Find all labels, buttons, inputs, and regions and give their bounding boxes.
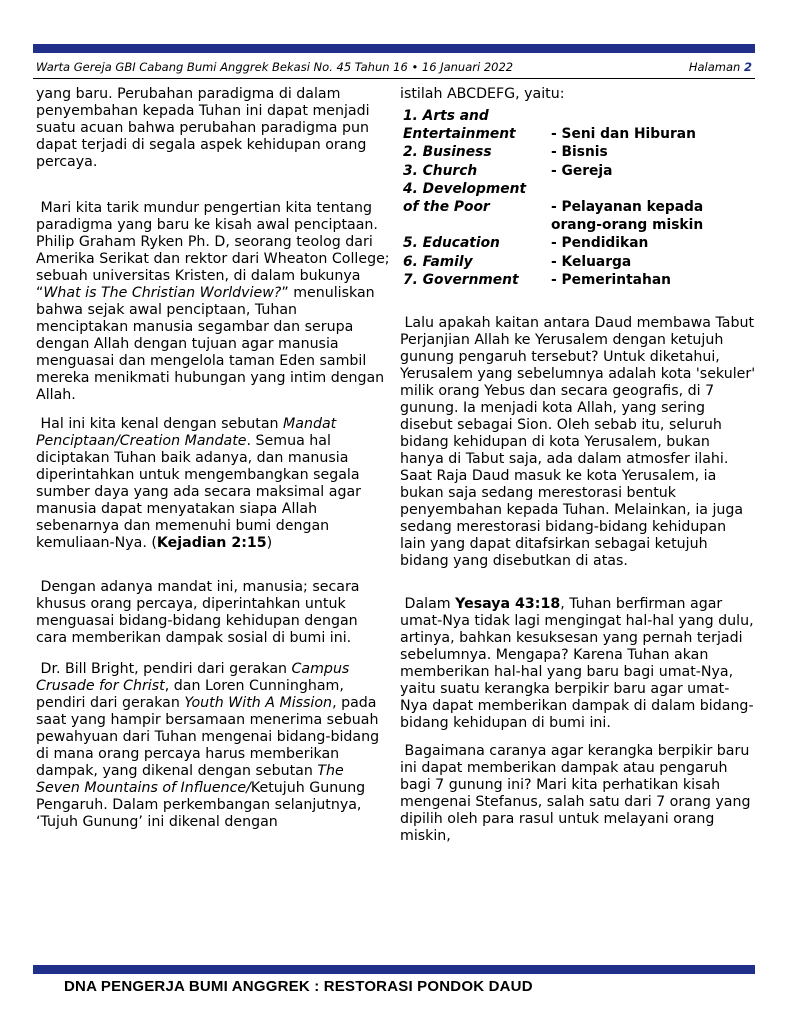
list-item bbox=[403, 143, 756, 161]
page-indicator bbox=[689, 58, 752, 76]
footer-title: DNA PENGERJA BUMI ANGGREK : RESTORASI PONDOK DAUD bbox=[64, 978, 533, 995]
top-bar bbox=[33, 44, 755, 53]
header-title: Warta Gereja GBI Cabang Bumi Anggrek Bekasi No. 45 Tahun 16 • 16 Januari 2022 bbox=[36, 60, 514, 74]
paragraph bbox=[36, 200, 391, 404]
right-column bbox=[400, 86, 756, 845]
list-item-en: 1. Arts and bbox=[403, 108, 489, 124]
page-label: Halaman bbox=[688, 60, 741, 74]
list-item bbox=[403, 198, 756, 216]
page-number: 2 bbox=[743, 60, 752, 74]
scripture-ref: Yesaya 43:18 bbox=[455, 596, 561, 613]
list-item bbox=[403, 234, 756, 252]
seven-mountains-list bbox=[403, 107, 756, 289]
list-item bbox=[403, 162, 756, 180]
text: Lalu apakah kaitan antara Daud membawa Tabut Perjanjian Allah ke Yerusalem dengan ketujuh gunung pengaruh tersebut? Untuk diketahui, Yerusalem yang sebelumnya adalah kota 'sekuler' milik orang Yebus dan secara geografis, di 7 gunung. Ia menjadi kota Allah, yang sering disebut sebagai Sion. Oleh sebab itu, seluruh bidang kehidupan di kota Yerusalem, bukan hanya di Tabut saja, ada dalam atmosfer ilahi. Saat Raja Daud masuk ke kota Yerusalem, ia bukan saja sedang merestorasi bentuk penyembahan kepada Tuhan. Melainkan, ia juga sedang merestorasi bidang-bidang kehidupan lain yang dapat ditafsirkan sebagai ketujuh bidang yang disebutkan di atas. bbox=[400, 315, 756, 570]
list-item-en: 3. Church bbox=[403, 162, 478, 179]
list-item bbox=[403, 107, 756, 125]
page-header bbox=[36, 58, 752, 76]
list-item-id: orang-orang miskin bbox=[551, 217, 704, 234]
text: Ketujuh Gunung Pengaruh. Dalam perkembangan selanjutnya, ‘Tujuh Gunung’ ini dikenal dengan bbox=[36, 780, 366, 830]
bottom-bar bbox=[33, 965, 755, 974]
text: Hal ini kita kenal dengan sebutan bbox=[40, 416, 284, 432]
paragraph bbox=[400, 315, 756, 570]
text: , dan Loren Cunningham, pendiri dari gerakan bbox=[36, 678, 344, 711]
list-item bbox=[403, 180, 756, 198]
list-item-id: - Gereja bbox=[551, 162, 613, 179]
organization: Youth With A Mission bbox=[184, 695, 333, 711]
organization: Campus Crusade for Christ bbox=[36, 661, 350, 694]
paragraph bbox=[36, 579, 391, 647]
scripture-ref: Kejadian 2:15 bbox=[156, 535, 267, 551]
text: Mari kita tarik mundur pengertian kita tentang paradigma yang baru ke kisah awal penciptaan. Philip Graham Ryken Ph. D, seorang teolog dari Amerika Serikat dan rektor dari Wheaton College; sebuah universitas Kristen, di dalam bukunya “ bbox=[36, 200, 390, 301]
text: . Semua hal diciptakan Tuhan baik adanya, dan manusia diperintahkan untuk mengembangkan segala sumber daya yang ada secara maksimal agar manusia dapat menyatakan siapa Allah sebenarnya dan memenuhi bumi dengan kemuliaan-Nya. ( bbox=[36, 433, 361, 551]
paragraph: istilah ABCDEFG, yaitu: bbox=[400, 86, 565, 102]
paragraph bbox=[400, 743, 756, 845]
list-item-id: - Bisnis bbox=[551, 144, 608, 161]
list-item-id: - Seni dan Hiburan bbox=[551, 126, 696, 143]
list-item bbox=[403, 125, 756, 143]
list-item-en: Entertainment bbox=[403, 126, 516, 143]
paragraph bbox=[400, 596, 756, 732]
list-item-en: 6. Family bbox=[403, 253, 473, 270]
text: Dr. Bill Bright, pendiri dari gerakan bbox=[40, 661, 292, 677]
list-item-en: 2. Business bbox=[403, 144, 492, 161]
list-item-id: - Pemerintahan bbox=[551, 271, 671, 288]
text: Bagaimana caranya agar kerangka berpikir baru ini dapat memberikan dampak atau pengaruh bagi 7 gunung ini? Mari kita perhatikan kisah mengenai Stefanus, salah satu dari 7 orang yang dipilih oleh para rasul untuk melayani orang miskin, bbox=[400, 743, 751, 845]
text: ” menuliskan bahwa sejak awal penciptaan, Tuhan menciptakan manusia segambar dan serupa dengan Allah dengan tujuan agar manusia menguasai dan mengelola taman Eden sambil mereka menikmati hubungan yang intim dengan Allah. bbox=[36, 285, 385, 403]
text: , pada saat yang hampir bersamaan menerima sebuah pewahyuan dari Tuhan mengenai bidang-bidang di mana orang percaya harus memberikan dampak, yang dikenal dengan sebutan bbox=[36, 695, 380, 779]
list-item bbox=[403, 253, 756, 271]
list-item-en: 4. Development bbox=[403, 180, 527, 197]
list-item-id: - Pendidikan bbox=[551, 235, 649, 252]
list-item-en: 7. Government bbox=[403, 271, 519, 288]
list-item bbox=[403, 216, 756, 234]
text: , Tuhan berfirman agar umat-Nya tidak lagi mengingat hal-hal yang dulu, artinya, bahkan kesuksesan yang pernah terjadi sebelumnya. Mengapa? Karena Tuhan akan memberikan hal-hal yang baru bagi umat-Nya, yaitu suatu kerangka berpikir baru agar umat-Nya dapat memberikan dampak di dalam bidang-bidang kehidupan di bumi ini. bbox=[400, 596, 754, 732]
paragraph bbox=[36, 661, 391, 831]
list-item bbox=[403, 271, 756, 289]
text: ) bbox=[266, 535, 273, 551]
paragraph bbox=[36, 416, 391, 552]
left-column bbox=[36, 86, 391, 831]
paragraph: yang baru. Perubahan paradigma di dalam penyembahan kepada Tuhan ini dapat menjadi suatu acuan bahwa perubahan paradigma pun dapat terjadi di segala aspek kehidupan orang percaya. bbox=[36, 86, 370, 170]
list-item-id: - Keluarga bbox=[551, 253, 632, 270]
term: Mandat Penciptaan/Creation Mandate bbox=[36, 416, 337, 449]
text: Dalam bbox=[404, 596, 456, 613]
list-item-en: 5. Education bbox=[403, 235, 500, 252]
list-item-id: - Pelayanan kepada bbox=[551, 199, 704, 216]
list-item-en: of the Poor bbox=[403, 199, 490, 216]
book-title: What is The Christian Worldview? bbox=[43, 285, 282, 301]
term: The Seven Mountains of Influence/ bbox=[36, 763, 344, 796]
header-divider bbox=[33, 78, 755, 79]
text: Dengan adanya mandat ini, manusia; secara khusus orang percaya, diperintahkan untuk menguasai bidang-bidang kehidupan dengan cara memberikan dampak sosial di bumi ini. bbox=[36, 579, 360, 646]
